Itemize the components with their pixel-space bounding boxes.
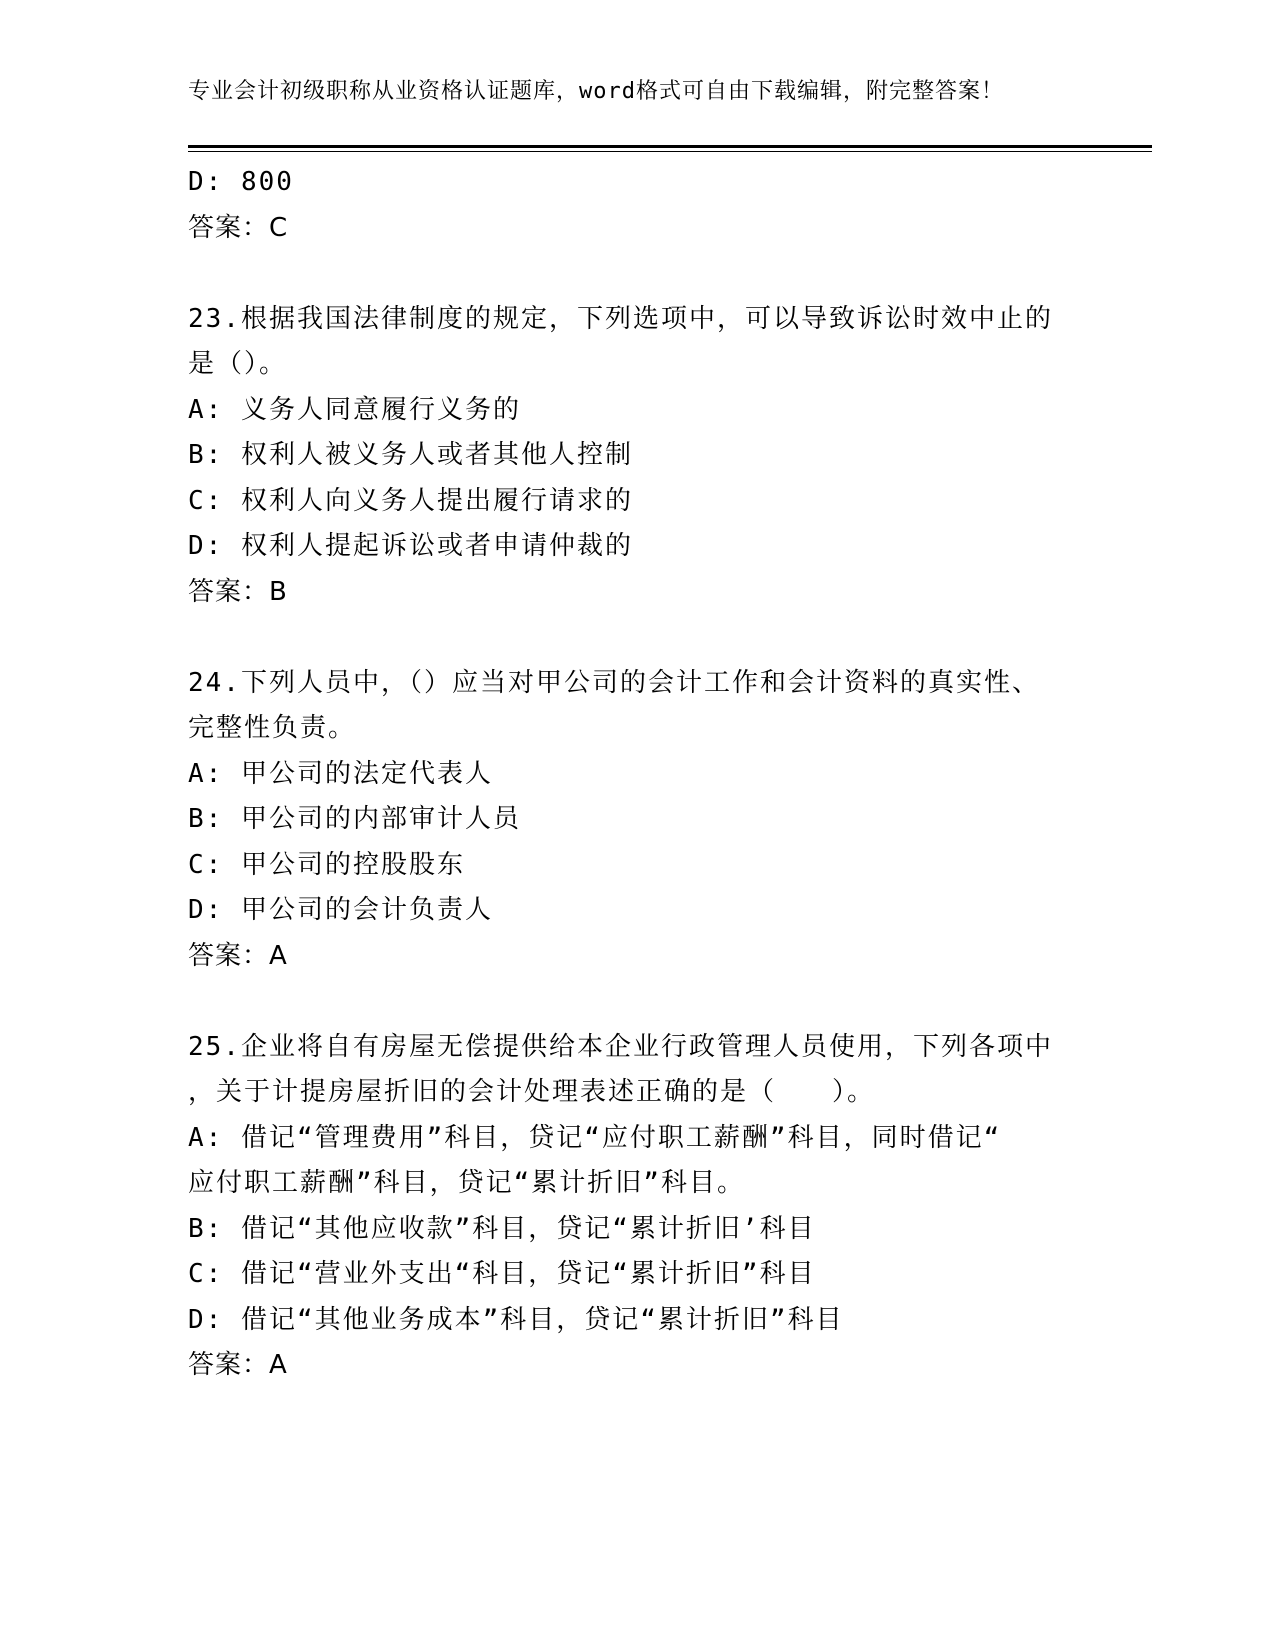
- answer-line: 答案：B: [188, 576, 288, 607]
- option-line: C: 甲公司的控股股东: [188, 849, 465, 880]
- question-text: 23.根据我国法律制度的规定，下列选项中，可以导致诉讼时效中止的: [188, 303, 1053, 334]
- spacer: [188, 979, 1088, 1025]
- question-block: [188, 661, 1088, 980]
- question-block: [188, 1025, 1088, 1389]
- question-text: 是（）。: [188, 349, 288, 379]
- option-line: D: 借记“其他业务成本”科目，贷记“累计折旧”科目: [188, 1304, 844, 1335]
- question-text: 24.下列人员中，（）应当对甲公司的会计工作和会计资料的真实性、: [188, 667, 1040, 698]
- question-text: 25.企业将自有房屋无偿提供给本企业行政管理人员使用，下列各项中: [188, 1031, 1053, 1062]
- option-line: A: 义务人同意履行义务的: [188, 394, 521, 425]
- option-line: A: 借记“管理费用”科目，贷记“应付职工薪酬”科目，同时借记“: [188, 1122, 1002, 1153]
- option-line: 应付职工薪酬”科目，贷记“累计折旧”科目。: [188, 1168, 745, 1198]
- option-line: C: 权利人向义务人提出履行请求的: [188, 485, 633, 516]
- page-header: 专业会计初级职称从业资格认证题库，word格式可自由下载编辑，附完整答案！: [188, 79, 1004, 104]
- option-line: B: 借记“其他应收款”科目，贷记“累计折旧’科目: [188, 1213, 816, 1244]
- option-line: D: 甲公司的会计负责人: [188, 895, 493, 925]
- document-body: [188, 160, 1088, 1389]
- option-line: B: 甲公司的内部审计人员: [188, 804, 521, 834]
- spacer: [188, 615, 1088, 661]
- option-line: C: 借记“营业外支出“科目，贷记“累计折旧”科目: [188, 1259, 816, 1289]
- header-rule-thick: [188, 145, 1152, 148]
- option-line: B: 权利人被义务人或者其他人控制: [188, 440, 633, 470]
- question-text: ，关于计提房屋折旧的会计处理表述正确的是（ ）。: [188, 1077, 876, 1107]
- question-text: 完整性负责。: [188, 713, 357, 743]
- answer-line: 答案：C: [188, 212, 289, 243]
- answer-line: 答案：A: [188, 940, 288, 971]
- answer-line: 答案：A: [188, 1350, 288, 1380]
- header-rule-thin: [188, 151, 1152, 152]
- option-line: D: 权利人提起诉讼或者申请仲裁的: [188, 531, 633, 561]
- option-line: A: 甲公司的法定代表人: [188, 758, 493, 789]
- option-line: D: 800: [188, 167, 294, 197]
- question-block: [188, 297, 1088, 616]
- spacer: [188, 251, 1088, 297]
